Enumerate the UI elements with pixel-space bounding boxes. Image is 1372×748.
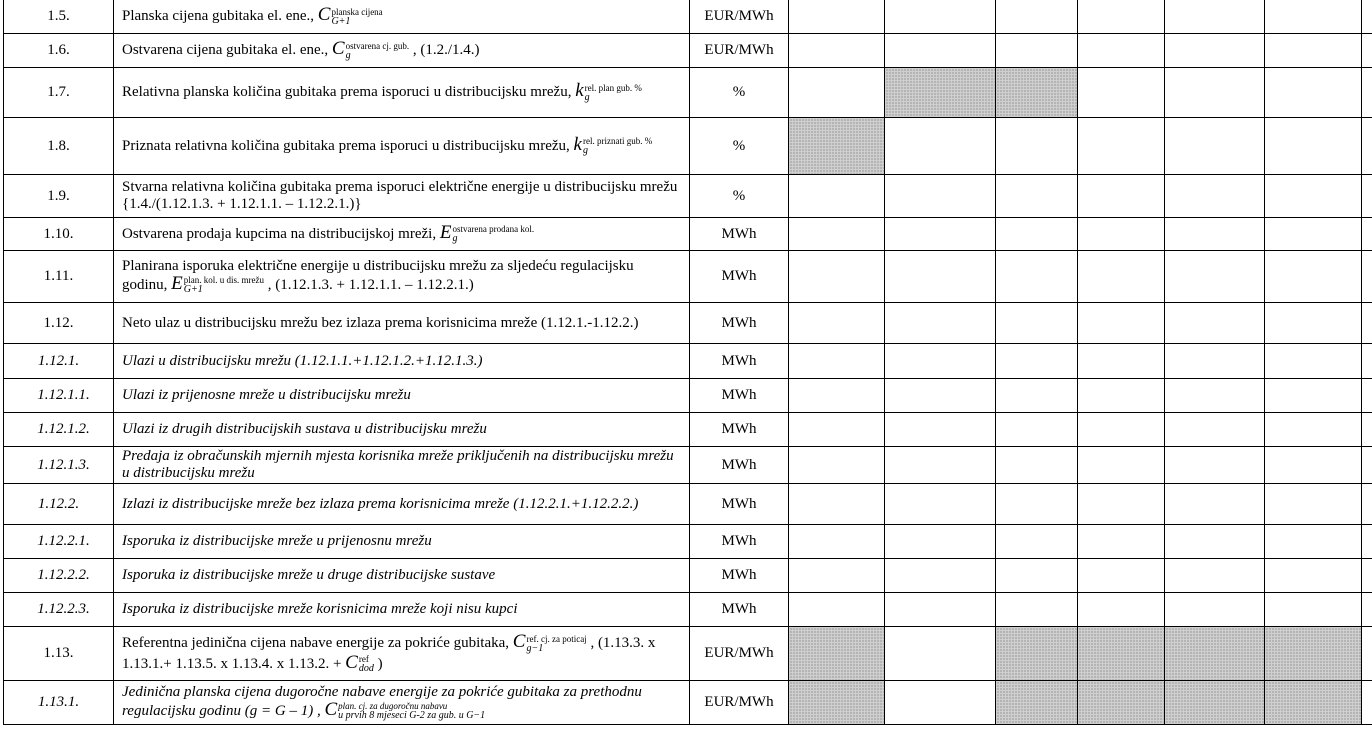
description-text: Planirana isporuka električne energije u distribucijsku mrežu za sljedeću regulacijsku godinu,	[122, 257, 634, 293]
row-unit: MWh	[690, 379, 789, 413]
value-cell[interactable]	[885, 251, 996, 303]
row-description	[114, 118, 690, 175]
value-cell[interactable]	[789, 559, 885, 593]
table-row	[4, 0, 1372, 34]
value-cell[interactable]	[1265, 559, 1362, 593]
shaded-cell	[1165, 627, 1265, 681]
value-cell[interactable]	[996, 0, 1078, 34]
shaded-cell	[789, 627, 885, 681]
value-cell[interactable]	[885, 0, 996, 34]
value-cell[interactable]	[1362, 118, 1372, 175]
value-cell[interactable]	[1078, 525, 1165, 559]
formula-symbol: E	[171, 272, 183, 294]
value-cell[interactable]	[1078, 34, 1165, 68]
formula-superscript: planska cijena	[331, 6, 383, 17]
shaded-cell	[1078, 681, 1165, 725]
row-description	[114, 175, 690, 218]
row-number: 1.13.1.	[4, 681, 114, 725]
row-unit: MWh	[690, 593, 789, 627]
table-row	[4, 175, 1372, 218]
description-text: Jedinična planska cijena dugoročne nabave energije za pokriće gubitaka za prethodnu regulacijsku godinu (g = G – 1) ,	[122, 683, 642, 719]
value-cell[interactable]	[1362, 525, 1372, 559]
value-cell[interactable]	[1362, 68, 1372, 118]
value-cell[interactable]	[1265, 344, 1362, 379]
value-cell[interactable]	[1165, 593, 1265, 627]
value-cell[interactable]	[1165, 344, 1265, 379]
value-cell[interactable]	[1078, 251, 1165, 303]
value-cell[interactable]	[1165, 118, 1265, 175]
description-text: Ostvarena prodaja kupcima na distribucijskoj mreži,	[122, 225, 437, 242]
value-cell[interactable]	[1165, 251, 1265, 303]
value-cell[interactable]	[1362, 484, 1372, 525]
value-cell[interactable]	[1362, 251, 1372, 303]
formula-indices	[346, 41, 409, 61]
value-cell[interactable]	[1362, 681, 1372, 725]
loss-data-table	[3, 0, 1372, 725]
formula-symbol: k	[575, 80, 584, 102]
row-number: 1.12.1.1.	[4, 379, 114, 413]
value-cell[interactable]	[1265, 118, 1362, 175]
value-cell[interactable]	[1078, 559, 1165, 593]
formula-symbol: C	[324, 698, 338, 720]
value-cell[interactable]	[1078, 303, 1165, 344]
value-cell[interactable]	[885, 175, 996, 218]
table-row	[4, 68, 1372, 118]
row-number: 1.12.2.1.	[4, 525, 114, 559]
value-cell[interactable]	[789, 525, 885, 559]
formula-subscript: G+1	[183, 284, 203, 296]
description-text: Isporuka iz distribucijske mreže korisnicima mreže koji nisu kupci	[122, 601, 518, 617]
row-number: 1.5.	[4, 0, 114, 34]
formula-indices	[359, 654, 374, 674]
table-row	[4, 303, 1372, 344]
shaded-cell	[1265, 681, 1362, 725]
description-text: Ulazi iz prijenosne mreže u distribucijsku mrežu	[122, 387, 411, 403]
shaded-cell	[789, 681, 885, 725]
value-cell[interactable]	[789, 0, 885, 34]
table-row	[4, 413, 1372, 447]
value-cell[interactable]	[1265, 525, 1362, 559]
value-cell[interactable]	[1265, 68, 1362, 118]
value-cell[interactable]	[1165, 413, 1265, 447]
value-cell[interactable]	[1078, 0, 1165, 34]
formula-superscript: plan. cj. za dugoročnu nabavu	[338, 701, 448, 712]
value-cell[interactable]	[789, 593, 885, 627]
row-description	[114, 34, 690, 68]
formula-indices	[526, 634, 586, 654]
value-cell[interactable]	[885, 593, 996, 627]
value-cell[interactable]	[1362, 0, 1372, 34]
row-unit: MWh	[690, 344, 789, 379]
value-cell[interactable]	[1165, 0, 1265, 34]
value-cell[interactable]	[885, 118, 996, 175]
formula-superscript: rel. plan gub. %	[584, 82, 642, 93]
shaded-cell	[1078, 627, 1165, 681]
value-cell[interactable]	[1165, 447, 1265, 484]
value-cell[interactable]	[1265, 379, 1362, 413]
value-cell[interactable]	[996, 379, 1078, 413]
table-row	[4, 681, 1372, 725]
formula-superscript: ref	[358, 654, 369, 665]
formula-indices	[583, 136, 652, 156]
value-cell[interactable]	[885, 303, 996, 344]
row-number: 1.12.1.3.	[4, 447, 114, 484]
value-cell[interactable]	[885, 218, 996, 251]
formula-tail: , (1.13.3. x 1.13.1.+ 1.13.5. x 1.13.4. x 1.13.2. +	[122, 634, 656, 672]
row-description	[114, 681, 690, 725]
value-cell[interactable]	[1078, 484, 1165, 525]
formula-symbol: k	[573, 133, 582, 155]
row-number: 1.12.1.2.	[4, 413, 114, 447]
table-row	[4, 525, 1372, 559]
value-cell[interactable]	[1165, 484, 1265, 525]
row-number: 1.8.	[4, 118, 114, 175]
value-cell[interactable]	[885, 525, 996, 559]
shaded-cell	[996, 681, 1078, 725]
row-description	[114, 218, 690, 251]
row-unit: MWh	[690, 484, 789, 525]
value-cell[interactable]	[1265, 593, 1362, 627]
row-description	[114, 484, 690, 525]
row-number: 1.12.	[4, 303, 114, 344]
row-number: 1.13.	[4, 627, 114, 681]
row-number: 1.9.	[4, 175, 114, 218]
value-cell[interactable]	[1078, 447, 1165, 484]
value-cell[interactable]	[885, 344, 996, 379]
value-cell[interactable]	[1165, 559, 1265, 593]
formula-tail: , (1.12.1.3. + 1.12.1.1. – 1.12.2.1.)	[267, 276, 474, 293]
row-unit: EUR/MWh	[690, 681, 789, 725]
value-cell[interactable]	[1362, 627, 1372, 681]
row-unit: MWh	[690, 559, 789, 593]
value-cell[interactable]	[996, 344, 1078, 379]
description-text: Ulazi iz drugih distribucijskih sustava u distribucijsku mrežu	[122, 421, 487, 437]
row-number: 1.12.2.3.	[4, 593, 114, 627]
row-number: 1.6.	[4, 34, 114, 68]
value-cell[interactable]	[1362, 218, 1372, 251]
value-cell[interactable]	[1265, 218, 1362, 251]
table-row	[4, 251, 1372, 303]
formula-subscript: G+1	[331, 15, 351, 27]
value-cell[interactable]	[885, 413, 996, 447]
table-row	[4, 118, 1372, 175]
value-cell[interactable]	[1265, 175, 1362, 218]
formula-tail: , (1.2./1.4.)	[412, 42, 480, 59]
value-cell[interactable]	[996, 175, 1078, 218]
value-cell[interactable]	[1362, 175, 1372, 218]
value-cell[interactable]	[789, 34, 885, 68]
value-cell[interactable]	[1265, 413, 1362, 447]
shaded-cell	[885, 68, 996, 118]
value-cell[interactable]	[1165, 34, 1265, 68]
value-cell[interactable]	[996, 251, 1078, 303]
value-cell[interactable]	[789, 68, 885, 118]
row-unit: MWh	[690, 218, 789, 251]
value-cell[interactable]	[789, 303, 885, 344]
value-cell[interactable]	[1165, 218, 1265, 251]
value-cell[interactable]	[996, 413, 1078, 447]
value-cell[interactable]	[1165, 175, 1265, 218]
table-row	[4, 447, 1372, 484]
row-description	[114, 627, 690, 681]
value-cell[interactable]	[789, 379, 885, 413]
value-cell[interactable]	[996, 525, 1078, 559]
row-unit: MWh	[690, 413, 789, 447]
row-unit: EUR/MWh	[690, 34, 789, 68]
value-cell[interactable]	[885, 681, 996, 725]
value-cell[interactable]	[789, 413, 885, 447]
row-description	[114, 593, 690, 627]
value-cell[interactable]	[1078, 344, 1165, 379]
formula-subscript: g	[584, 91, 590, 103]
table-row	[4, 484, 1372, 525]
formula-indices	[585, 83, 642, 103]
description-text: Izlazi iz distribucijske mreže bez izlaza prema korisnicima mreže (1.12.2.1.+1.12.2.2.)	[122, 495, 639, 512]
formula-symbol: C	[512, 630, 526, 652]
row-unit: %	[690, 118, 789, 175]
description-text: Neto ulaz u distribucijsku mrežu bez izlaza prema korisnicima mreže (1.12.1.-1.12.2.)	[122, 314, 639, 331]
value-cell[interactable]	[996, 593, 1078, 627]
value-cell[interactable]	[1078, 68, 1165, 118]
value-cell[interactable]	[1362, 34, 1372, 68]
row-unit: EUR/MWh	[690, 0, 789, 34]
row-number: 1.7.	[4, 68, 114, 118]
formula-symbol: C	[345, 651, 358, 673]
formula-superscript: plan. kol. u dis. mrežu	[183, 275, 265, 286]
description-text: Planska cijena gubitaka el. ene.,	[122, 8, 315, 25]
formula-superscript: ostvarena prodana kol.	[452, 224, 535, 235]
formula-subscript: g	[452, 233, 458, 245]
description-text: Stvarna relativna količina gubitaka prema isporuci električne energije u distribucijsku mrežu {1.4./(1.12.1.3. + 1.12.1.1. – 1.12.2.1.)}	[122, 179, 678, 212]
description-text: Priznata relativna količina gubitaka prema isporuci u distribucijsku mrežu,	[122, 137, 570, 154]
table-row	[4, 559, 1372, 593]
formula-subscript: g−1	[526, 642, 544, 654]
row-description	[114, 68, 690, 118]
formula-superscript: ostvarena cj. gub.	[345, 40, 410, 51]
value-cell[interactable]	[1265, 34, 1362, 68]
value-cell[interactable]	[1362, 593, 1372, 627]
value-cell[interactable]	[1078, 413, 1165, 447]
value-cell[interactable]	[1165, 68, 1265, 118]
row-description	[114, 559, 690, 593]
formula-indices	[338, 701, 485, 721]
value-cell[interactable]	[996, 34, 1078, 68]
value-cell[interactable]	[1265, 251, 1362, 303]
row-number: 1.12.2.	[4, 484, 114, 525]
row-description	[114, 447, 690, 484]
row-description	[114, 0, 690, 34]
value-cell[interactable]	[996, 118, 1078, 175]
row-description	[114, 413, 690, 447]
value-cell[interactable]	[1078, 218, 1165, 251]
formula-tail: )	[377, 655, 383, 672]
row-unit: EUR/MWh	[690, 627, 789, 681]
value-cell[interactable]	[1165, 379, 1265, 413]
value-cell[interactable]	[996, 559, 1078, 593]
row-unit: MWh	[690, 525, 789, 559]
formula-symbol: C	[317, 4, 331, 26]
formula-symbol: C	[331, 38, 345, 60]
row-unit: %	[690, 68, 789, 118]
formula-subscript: g	[582, 145, 588, 157]
table-row	[4, 627, 1372, 681]
formula-indices	[452, 224, 534, 244]
row-number: 1.11.	[4, 251, 114, 303]
row-unit: MWh	[690, 447, 789, 484]
value-cell[interactable]	[1362, 559, 1372, 593]
formula-symbol: E	[439, 221, 452, 243]
value-cell[interactable]	[1078, 379, 1165, 413]
value-cell[interactable]	[789, 218, 885, 251]
value-cell[interactable]	[789, 447, 885, 484]
formula-superscript: ref. cj. za poticaj	[526, 633, 587, 644]
value-cell[interactable]	[885, 447, 996, 484]
value-cell[interactable]	[996, 218, 1078, 251]
row-unit: MWh	[690, 303, 789, 344]
row-number: 1.12.1.	[4, 344, 114, 379]
value-cell[interactable]	[885, 34, 996, 68]
shaded-cell	[1265, 627, 1362, 681]
value-cell[interactable]	[789, 484, 885, 525]
row-description	[114, 379, 690, 413]
value-cell[interactable]	[1078, 118, 1165, 175]
value-cell[interactable]	[1265, 484, 1362, 525]
value-cell[interactable]	[996, 447, 1078, 484]
row-description	[114, 525, 690, 559]
table-row	[4, 593, 1372, 627]
value-cell[interactable]	[1265, 303, 1362, 344]
description-text: Referentna jedinična cijena nabave energije za pokriće gubitaka,	[122, 634, 510, 651]
row-number: 1.12.2.2.	[4, 559, 114, 593]
value-cell[interactable]	[1078, 593, 1165, 627]
row-unit: MWh	[690, 251, 789, 303]
value-cell[interactable]	[789, 175, 885, 218]
row-description	[114, 344, 690, 379]
value-cell[interactable]	[996, 484, 1078, 525]
row-description	[114, 303, 690, 344]
value-cell[interactable]	[789, 344, 885, 379]
description-text: Isporuka iz distribucijske mreže u druge distribucijske sustave	[122, 567, 496, 583]
formula-subscript: g	[345, 49, 351, 61]
formula-subscript: dod	[358, 663, 374, 675]
formula-indices	[331, 7, 382, 27]
shaded-cell	[996, 627, 1078, 681]
value-cell[interactable]	[996, 303, 1078, 344]
formula-indices	[184, 275, 264, 295]
description-text: Ulazi u distribucijsku mrežu (1.12.1.1.+1.12.1.2.+1.12.1.3.)	[122, 352, 483, 369]
value-cell[interactable]	[1078, 175, 1165, 218]
value-cell[interactable]	[885, 627, 996, 681]
table-row	[4, 344, 1372, 379]
description-text: Isporuka iz distribucijske mreže u prijenosnu mrežu	[122, 533, 432, 549]
row-description	[114, 251, 690, 303]
formula-subscript: u prvih 8 mjeseci G-2 za gub. u G−1	[338, 710, 486, 722]
value-cell[interactable]	[885, 559, 996, 593]
value-cell[interactable]	[1362, 303, 1372, 344]
value-cell[interactable]	[1362, 413, 1372, 447]
value-cell[interactable]	[1265, 0, 1362, 34]
value-cell[interactable]	[1362, 447, 1372, 484]
shaded-cell	[1165, 681, 1265, 725]
value-cell[interactable]	[789, 251, 885, 303]
value-cell[interactable]	[1362, 379, 1372, 413]
value-cell[interactable]	[885, 484, 996, 525]
value-cell[interactable]	[1362, 344, 1372, 379]
formula-superscript: rel. priznati gub. %	[582, 136, 653, 147]
table-row	[4, 34, 1372, 68]
value-cell[interactable]	[1265, 447, 1362, 484]
description-text: Relativna planska količina gubitaka prema isporuci u distribucijsku mrežu,	[122, 84, 572, 101]
value-cell[interactable]	[1165, 525, 1265, 559]
row-unit: %	[690, 175, 789, 218]
description-text: Ostvarena cijena gubitaka el. ene.,	[122, 42, 329, 59]
value-cell[interactable]	[1165, 303, 1265, 344]
table-row	[4, 218, 1372, 251]
row-number: 1.10.	[4, 218, 114, 251]
shaded-cell	[996, 68, 1078, 118]
table-row	[4, 379, 1372, 413]
description-text: Predaja iz obračunskih mjernih mjesta korisnika mreže priključenih na distribucijsku mrežu u distribucijsku mrežu	[122, 448, 674, 481]
value-cell[interactable]	[885, 379, 996, 413]
shaded-cell	[789, 118, 885, 175]
